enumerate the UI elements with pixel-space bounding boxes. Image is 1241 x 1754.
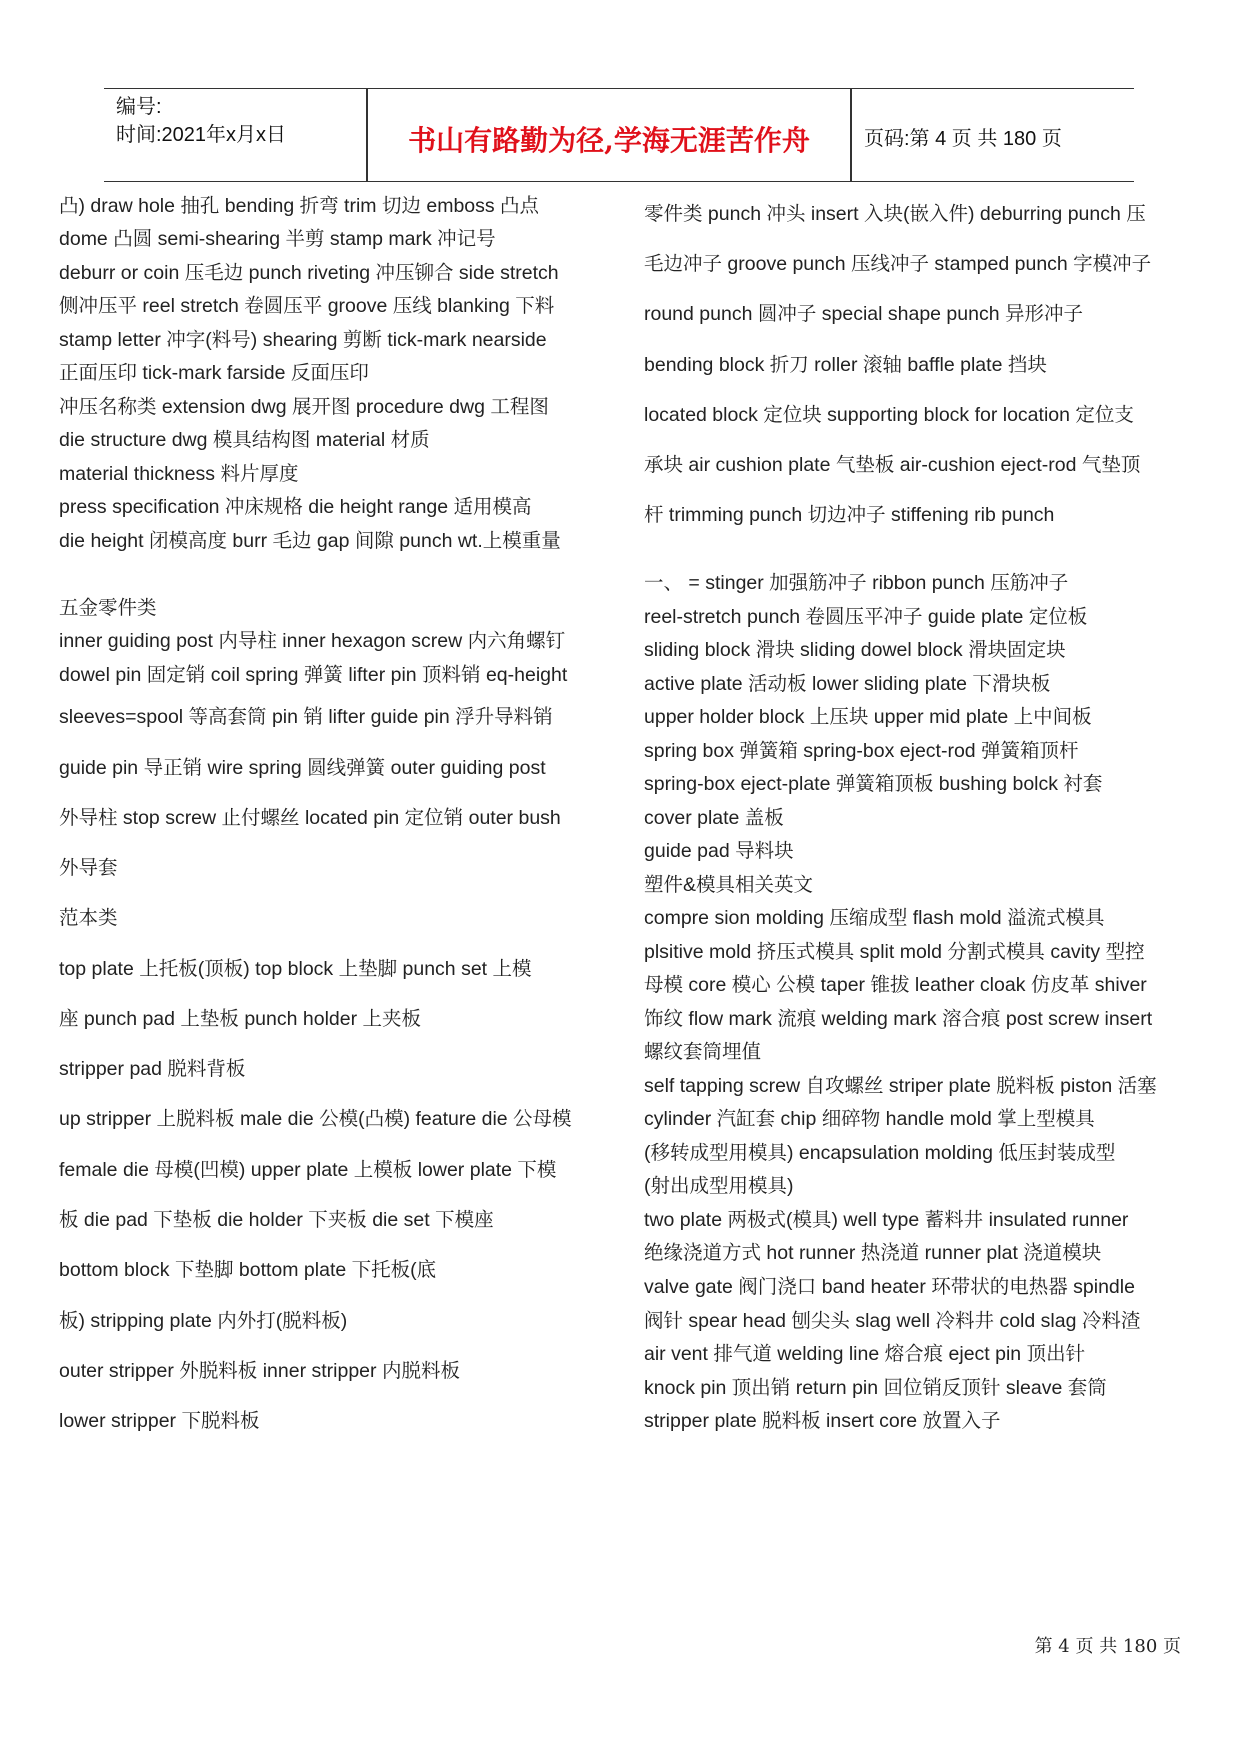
- text-line: die height 闭模高度 burr 毛边 gap 间隙 punch wt.上模重量: [59, 530, 561, 552]
- text-line: bending block 折刀 roller 滚轴 baffle plate 挡块: [644, 354, 1047, 376]
- text-line: dowel pin 固定销 coil spring 弹簧 lifter pin 顶料销 eq-height: [59, 664, 568, 686]
- text-line: air vent 排气道 welding line 熔合痕 eject pin 顶出针: [644, 1343, 1086, 1365]
- page-footer: 第 4 页 共 180 页: [1034, 1636, 1181, 1657]
- header-page-label: 页码:第 4 页 共 180 页: [864, 128, 1062, 150]
- text-line: active plate 活动板 lower sliding plate 下滑块板: [644, 673, 1051, 695]
- section-heading: 五金零件类: [59, 597, 157, 619]
- text-line: (射出成型用模具): [644, 1175, 794, 1197]
- text-line: guide pin 导正销 wire spring 圆线弹簧 outer guiding post: [59, 757, 546, 779]
- text-line: plsitive mold 挤压式模具 split mold 分割式模具 cavity 型控: [644, 941, 1145, 963]
- text-line: spring-box eject-plate 弹簧箱顶板 bushing bolck 衬套: [644, 773, 1103, 795]
- text-line: upper holder block 上压块 upper mid plate 上中间板: [644, 706, 1092, 728]
- text-line: material thickness 料片厚度: [59, 463, 299, 485]
- text-line: die structure dwg 模具结构图 material 材质: [59, 429, 430, 451]
- header-motto: 书山有路勤为径,学海无涯苦作舟: [408, 124, 810, 157]
- text-line: 零件类 punch 冲头 insert 入块(嵌入件) deburring punch 压: [644, 203, 1146, 225]
- text-line: dome 凸圆 semi-shearing 半剪 stamp mark 冲记号: [59, 228, 496, 250]
- text-line: two plate 两极式(模具) well type 蓄料井 insulated runner: [644, 1209, 1129, 1231]
- text-line: 杆 trimming punch 切边冲子 stiffening rib punch: [644, 504, 1055, 526]
- text-line: up stripper 上脱料板 male die 公模(凸模) feature die 公母模: [59, 1108, 572, 1130]
- text-line: top plate 上托板(顶板) top block 上垫脚 punch set 上模: [59, 958, 532, 980]
- text-line: inner guiding post 内导柱 inner hexagon screw 内六角螺钉: [59, 630, 566, 652]
- number-label: 编号:: [116, 96, 162, 118]
- text-line: sliding block 滑块 sliding dowel block 滑块固定块: [644, 639, 1066, 661]
- text-line: valve gate 阀门浇口 band heater 环带状的电热器 spindle: [644, 1276, 1135, 1298]
- text-line: 螺纹套筒埋值: [644, 1041, 762, 1063]
- text-line: 外导套: [59, 857, 118, 879]
- text-line: 座 punch pad 上垫板 punch holder 上夹板: [59, 1008, 422, 1030]
- text-line: stamp letter 冲字(料号) shearing 剪断 tick-mark nearside: [59, 329, 547, 351]
- text-line: 凸) draw hole 抽孔 bending 折弯 trim 切边 emboss 凸点: [59, 195, 540, 217]
- section-heading: 范本类: [59, 907, 118, 929]
- text-line: cylinder 汽缸套 chip 细碎物 handle mold 掌上型模具: [644, 1108, 1095, 1130]
- page-header: [104, 88, 1134, 182]
- text-line: round punch 圆冲子 special shape punch 异形冲子: [644, 303, 1083, 325]
- text-line: lower stripper 下脱料板: [59, 1410, 260, 1432]
- text-line: 绝缘浇道方式 hot runner 热浇道 runner plat 浇道模块: [644, 1242, 1102, 1264]
- text-line: 外导柱 stop screw 止付螺丝 located pin 定位销 outer bush: [59, 807, 561, 829]
- text-line: 饰纹 flow mark 流痕 welding mark 溶合痕 post screw insert: [644, 1008, 1153, 1030]
- time-label: 时间:2021年x月x日: [116, 124, 287, 146]
- text-line: sleeves=spool 等高套筒 pin 销 lifter guide pin 浮升导料销: [59, 706, 553, 728]
- text-line: 阀针 spear head 刨尖头 slag well 冷料井 cold slag 冷料渣: [644, 1310, 1141, 1332]
- text-line: reel-stretch punch 卷圆压平冲子 guide plate 定位板: [644, 606, 1088, 628]
- text-line: 一、 = stinger 加强筋冲子 ribbon punch 压筋冲子: [644, 572, 1069, 594]
- text-line: stripper plate 脱料板 insert core 放置入子: [644, 1410, 1001, 1432]
- text-line: self tapping screw 自攻螺丝 striper plate 脱料板 piston 活塞: [644, 1075, 1157, 1097]
- header-left-cell: [116, 93, 286, 149]
- text-line: spring box 弹簧箱 spring-box eject-rod 弹簧箱顶杆: [644, 740, 1079, 762]
- text-line: 侧冲压平 reel stretch 卷圆压平 groove 压线 blanking 下料: [59, 295, 555, 317]
- text-line: 板) stripping plate 内外打(脱料板): [59, 1310, 348, 1332]
- text-line: guide pad 导料块: [644, 840, 794, 862]
- text-line: 板 die pad 下垫板 die holder 下夹板 die set 下模座: [59, 1209, 494, 1231]
- text-line: (移转成型用模具) encapsulation molding 低压封装成型: [644, 1142, 1116, 1164]
- text-line: female die 母模(凹模) upper plate 上模板 lower plate 下模: [59, 1159, 557, 1181]
- text-line: 毛边冲子 groove punch 压线冲子 stamped punch 字模冲子: [644, 253, 1152, 275]
- text-line: compre sion molding 压缩成型 flash mold 溢流式模具: [644, 907, 1105, 929]
- text-line: located block 定位块 supporting block for location 定位支: [644, 404, 1134, 426]
- text-line: 冲压名称类 extension dwg 展开图 procedure dwg 工程图: [59, 396, 549, 418]
- text-line: press specification 冲床规格 die height range 适用模高: [59, 496, 532, 518]
- text-line: stripper pad 脱料背板: [59, 1058, 246, 1080]
- text-line: 承块 air cushion plate 气垫板 air-cushion eject-rod 气垫顶: [644, 454, 1141, 476]
- text-line: bottom block 下垫脚 bottom plate 下托板(底: [59, 1259, 437, 1281]
- text-line: 母模 core 模心 公模 taper 锥拔 leather cloak 仿皮革 shiver: [644, 974, 1147, 996]
- text-line: cover plate 盖板: [644, 807, 784, 829]
- text-line: knock pin 顶出销 return pin 回位销反顶针 sleave 套筒: [644, 1377, 1107, 1399]
- text-line: outer stripper 外脱料板 inner stripper 内脱料板: [59, 1360, 460, 1382]
- text-line: deburr or coin 压毛边 punch riveting 冲压铆合 side stretch: [59, 262, 559, 284]
- text-line: 正面压印 tick-mark farside 反面压印: [59, 362, 369, 384]
- section-heading: 塑件&模具相关英文: [644, 874, 814, 896]
- header-divider: [850, 89, 852, 181]
